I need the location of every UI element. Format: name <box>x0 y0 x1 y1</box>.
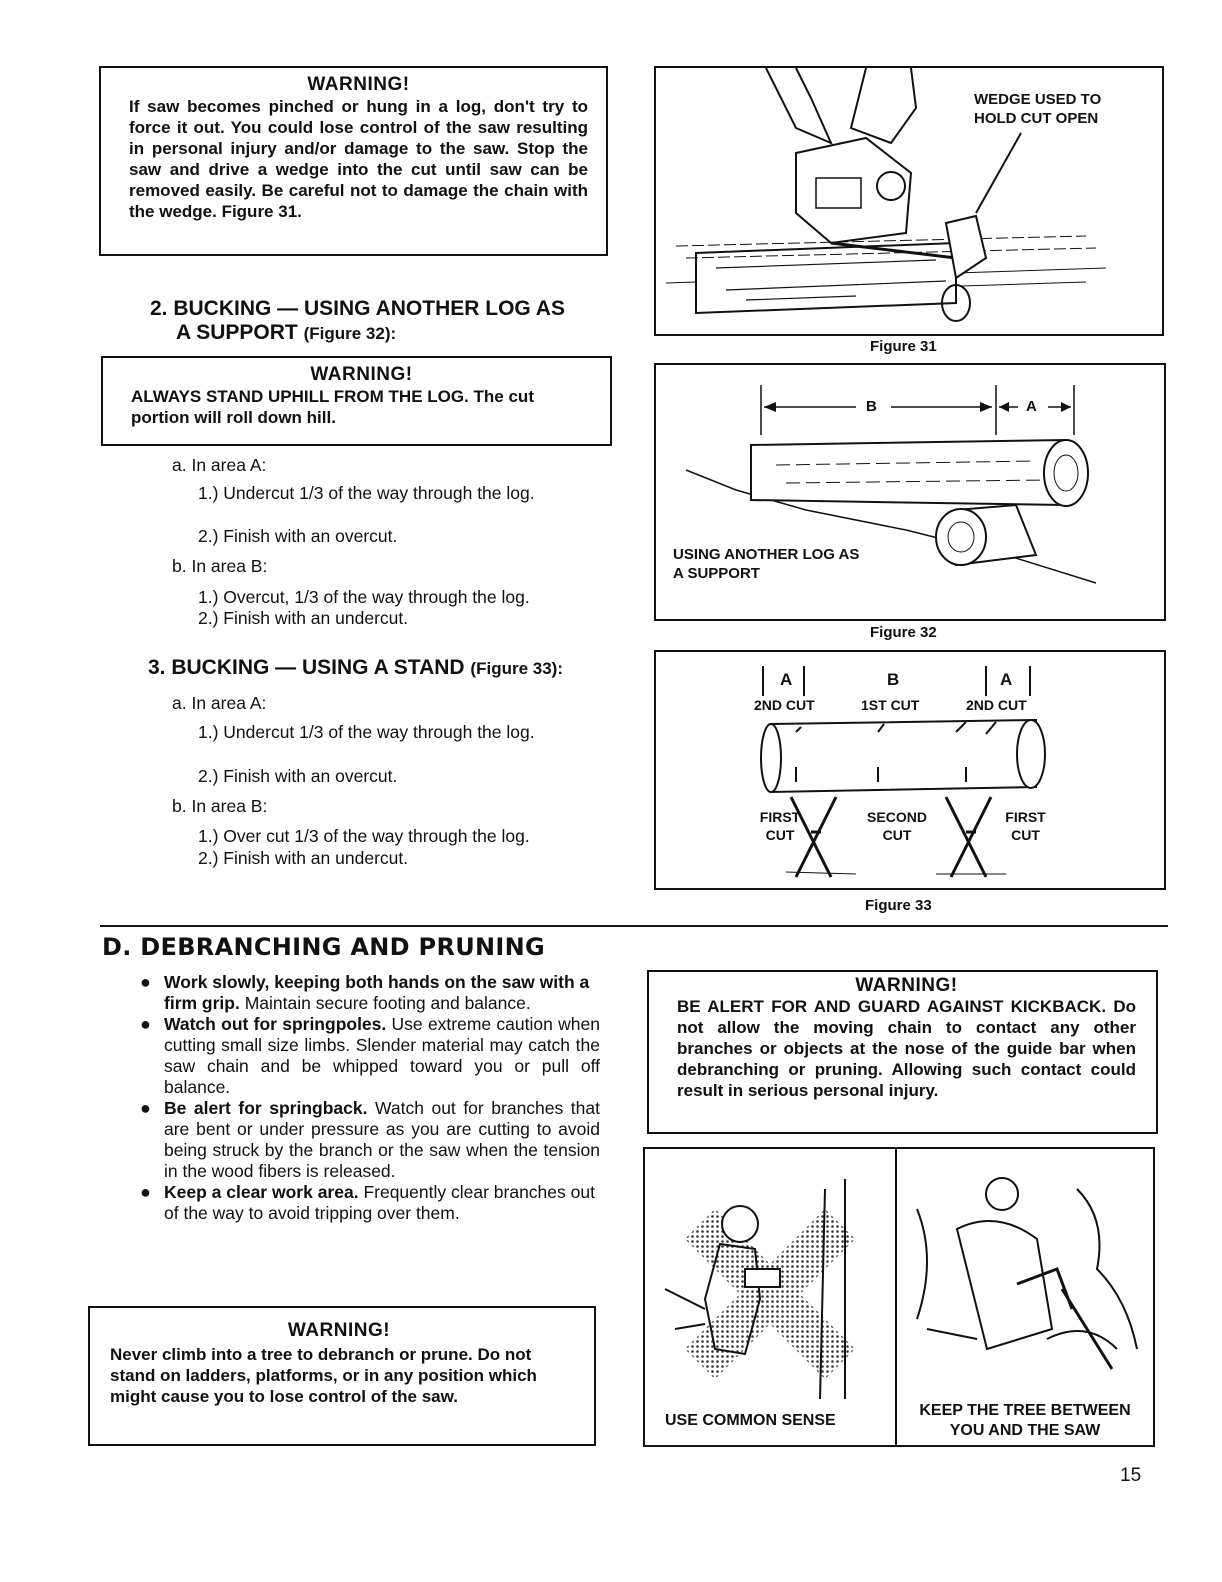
figure-33-frame <box>654 650 1166 890</box>
s2-b1: 1.) Overcut, 1/3 of the way through the log. <box>198 587 530 607</box>
figure-32-frame <box>654 363 1166 621</box>
s3-area-a: a. In area A: <box>172 693 267 713</box>
figure-33-b-mid: B <box>887 670 900 689</box>
section-3-heading: 3. BUCKING — USING A STAND (Figure 33): <box>148 656 563 679</box>
warning-body: Never climb into a tree to debranch or prune. Do not stand on ladders, platforms, or in any position which might cause you to lose control of the saw. <box>110 1345 537 1406</box>
warning-box-stand-uphill <box>101 356 612 446</box>
figure-31-frame <box>654 66 1164 336</box>
debranching-bullet-list <box>138 972 600 1224</box>
s3-b2: 2.) Finish with an undercut. <box>198 848 409 868</box>
s2-area-b: b. In area B: <box>172 556 268 576</box>
s3-area-b: b. In area B: <box>172 796 268 816</box>
figure-33-a-right: A <box>1000 670 1013 689</box>
figure-33-second-cut: SECOND CUT <box>867 809 927 843</box>
bullet-springback: ● Be alert for springback. Watch out for branches that are bent or under pressure as you are cutting to avoid being struck by the branch or the saw when the tension in the wood fibers is released. <box>140 1098 600 1181</box>
figure-33-illustration <box>656 652 1164 888</box>
warning-body: If saw becomes pinched or hung in a log, don't try to force it out. You could lose control of the saw resulting in personal injury and/or damage to the saw. Stop the saw and drive a wedge into the cut until saw can be removed easily. Be careful not to damage the chain with the wedge. Figure 31. <box>129 97 588 221</box>
bullet-springpoles: ● Watch out for springpoles. Use extreme caution when cutting small size limbs. Slender material may catch the saw chain and be whipped toward you or pull off balance. <box>140 1014 600 1097</box>
section-d-heading: D. DEBRANCHING AND PRUNING <box>102 933 546 961</box>
use-common-sense-caption: USE COMMON SENSE <box>665 1412 836 1429</box>
s3-a1: 1.) Undercut 1/3 of the way through the log. <box>198 722 535 742</box>
warning-box-pinched-saw <box>99 66 608 256</box>
figure-33-cut-left: 2ND CUT <box>754 697 815 713</box>
figure-32-caption: Figure 32 <box>870 624 937 641</box>
figure-32-dim-a: A <box>1026 398 1037 415</box>
figure-32-dim-b: B <box>866 398 877 415</box>
illustrations-frame <box>643 1147 1155 1447</box>
figure-33-a-left: A <box>780 670 793 689</box>
bullet-work-slowly: ● Work slowly, keeping both hands on the saw with a firm grip. Maintain secure footing and balance. <box>140 972 590 1013</box>
figure-33-first-cut-right: FIRST CUT <box>1005 809 1046 843</box>
s2-b2: 2.) Finish with an undercut. <box>198 608 409 628</box>
keep-tree-between-caption: KEEP THE TREE BETWEEN YOU AND THE SAW <box>919 1402 1131 1439</box>
figure-31-caption: Figure 31 <box>870 338 937 355</box>
warning-box-never-climb <box>88 1306 596 1446</box>
warning-title: WARNING! <box>287 1320 391 1341</box>
figure-31-label: WEDGE USED TO HOLD CUT OPEN <box>974 91 1102 127</box>
figure-33-first-cut-left: FIRST CUT <box>759 809 801 843</box>
figure-33-cut-right: 2ND CUT <box>966 697 1027 713</box>
keep-tree-between-illustration <box>897 1149 1153 1399</box>
s2-a1: 1.) Undercut 1/3 of the way through the log. <box>198 483 535 503</box>
page-number: 15 <box>1120 1465 1142 1486</box>
figure-32-label: USING ANOTHER LOG AS A SUPPORT <box>673 546 860 582</box>
s2-area-a: a. In area A: <box>172 455 267 475</box>
section-2-heading: 2. BUCKING — USING ANOTHER LOG AS A SUPPORT (Figure 32): <box>150 297 565 344</box>
warning-title: WARNING! <box>310 364 413 385</box>
figure-33-caption: Figure 33 <box>865 897 932 914</box>
warning-title: WARNING! <box>855 975 958 996</box>
warning-body: BE ALERT FOR AND GUARD AGAINST KICKBACK. Do not allow the moving chain to contact any other branches or objects at the nose of the guide bar when debranching or pruning. Allowing such contact could result in serious personal injury. <box>677 997 1136 1100</box>
use-common-sense-illustration <box>645 1149 893 1399</box>
warning-box-kickback <box>647 970 1158 1134</box>
s3-a2: 2.) Finish with an overcut. <box>198 766 398 786</box>
s2-a2: 2.) Finish with an overcut. <box>198 526 398 546</box>
s3-b1: 1.) Over cut 1/3 of the way through the log. <box>198 826 530 846</box>
figure-33-cut-mid: 1ST CUT <box>861 697 920 713</box>
section-divider <box>100 925 1168 927</box>
warning-body: ALWAYS STAND UPHILL FROM THE LOG. The cut portion will roll down hill. <box>131 387 534 427</box>
warning-title: WARNING! <box>307 74 410 95</box>
bullet-clear-work-area: ● Keep a clear work area. Frequently clear branches out of the way to avoid tripping over them. <box>140 1182 595 1223</box>
